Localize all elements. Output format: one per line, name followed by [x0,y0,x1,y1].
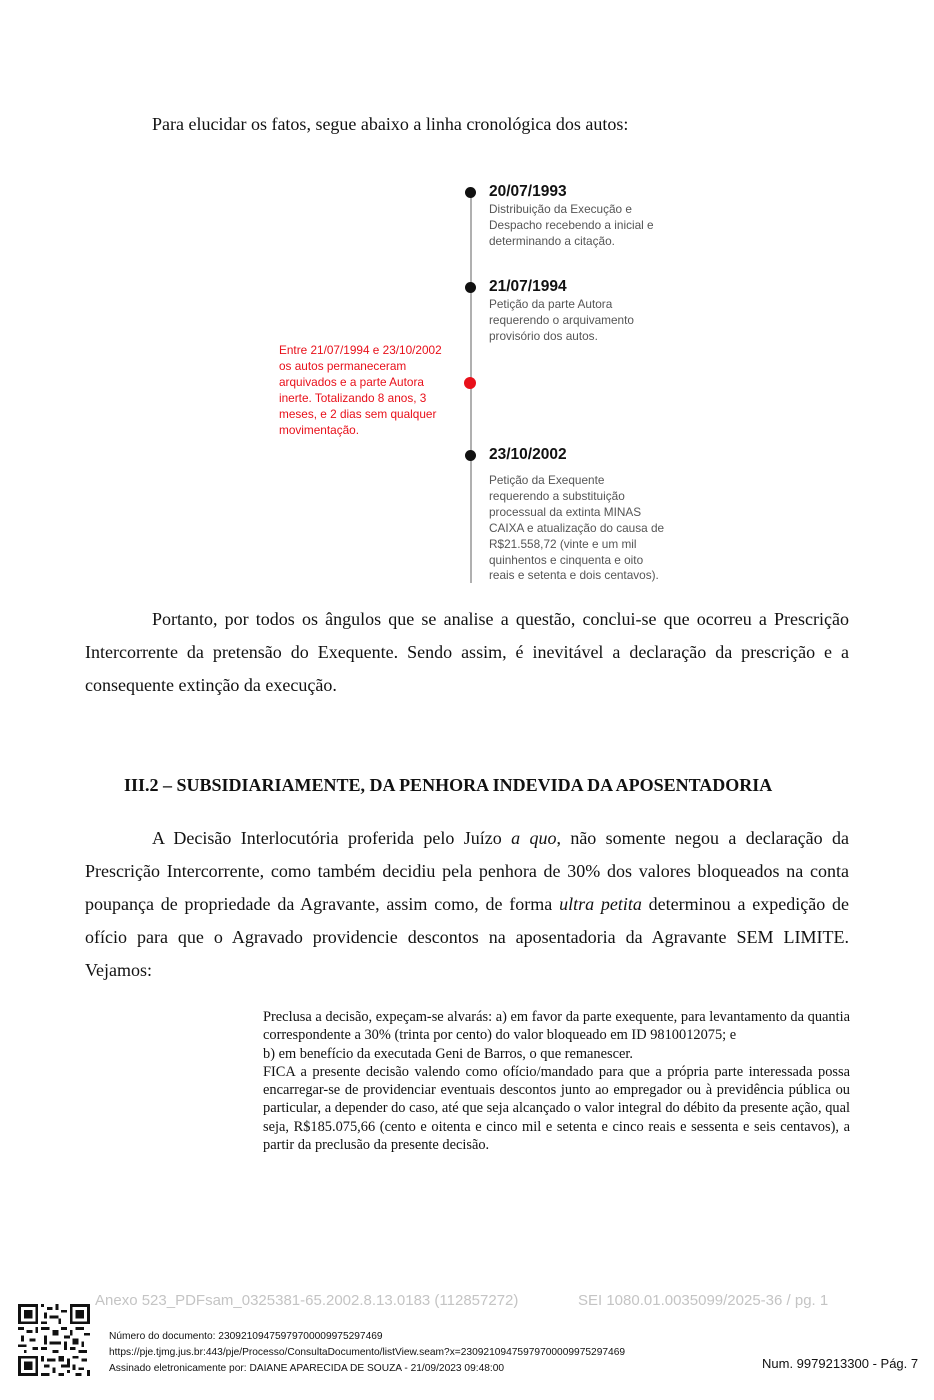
timeline-dot-highlight [464,377,476,389]
timeline-date: 23/10/2002 [489,446,567,463]
section-heading: III.2 – SUBSIDIARIAMENTE, DA PENHORA INDEVIDA DA APOSENTADORIA [124,775,773,795]
document-number: Número do documento: 23092109475979700009975297469 [109,1331,383,1342]
timeline-note: Entre 21/07/1994 e 23/10/2002 os autos permaneceram arquivados e a parte Autora inerte. Totalizando 8 anos, 3 meses, e 2 dias sem qualquer movimentação. [279,343,442,437]
intro-text: Para elucidar os fatos, segue abaixo a linha cronológica dos autos: [152,114,629,134]
qr-code-icon [18,1304,90,1376]
document-url[interactable]: https://pje.tjmg.jus.br:443/pje/Processo/ConsultaDocumento/listView.seam?x=23092109475979700009975297469 [109,1347,626,1358]
signature-info: Assinado eletronicamente por: DAIANE APARECIDA DE SOUZA - 21/09/2023 09:48:00 [109,1363,505,1374]
timeline-date: 21/07/1994 [489,278,567,295]
timeline-desc: Distribuição da Execução e Despacho recebendo a inicial e determinando a citação. [489,202,654,248]
timeline-dot [465,187,476,198]
page-number: Num. 9979213300 - Pág. 7 [762,1356,919,1371]
decision-paragraph: A Decisão Interlocutória proferida pelo Juízo a quo, não somente negou a declaração da Prescrição Intercorrente, como também decidiu pela penhora de 30% dos valores bloqueados na conta poupança de propriedade da Agravante, assim como, de forma ultra petita determinou a expedição de ofício para que o Agravado providencie descontos na aposentadoria da Agravante SEM LIMITE. Vejamos: [85,828,850,980]
conclusion-paragraph: Portanto, por todos os ângulos que se analise a questão, conclui-se que ocorreu a Prescrição Intercorrente da pretensão do Exequente. Sendo assim, é inevitável a declaração da prescrição e a consequente extinção da execução. [85,609,849,695]
timeline-dot [465,282,476,293]
sei-reference: SEI 1080.01.0035099/2025-36 / pg. 1 [578,1292,829,1309]
decision-quote: Preclusa a decisão, expeçam-se alvarás: a) em favor da parte exequente, para levantamento da quantia correspondente a 30% (trinta por cento) do valor bloqueado em ID 9810012075; e b) em benefício da executada Geni de Barros, o que remanescer. FICA a presente decisão valendo como ofício/mandado para que a própria parte interessada possa encarregar-se de providenciar eventuais descontos junto ao empregador ou à previdência pública ou particular, a depender do caso, até que seja alcançado o valor integral do débito da presente ação, qual seja, R$185.075,66 (cento e oitenta e cinco mil e setenta e cinco reais e sessenta e seis centavos), a partir da preclusão da presente decisão. [263,1009,850,1154]
timeline-date: 20/07/1993 [489,183,567,200]
timeline-desc: Petição da Exequente requerendo a substituição processual da extinta MINAS CAIXA e atualização do causa de R$21.558,72 (vinte e um mil quinhentos e cinquenta e oito reais e setenta e dois centavos). [489,473,665,583]
anexo-reference: Anexo 523_PDFsam_0325381-65.2002.8.13.0183 (112857272) [95,1292,519,1309]
timeline-desc: Petição da parte Autora requerendo o arquivamento provisório dos autos. [489,297,634,343]
timeline-dot [465,450,476,461]
